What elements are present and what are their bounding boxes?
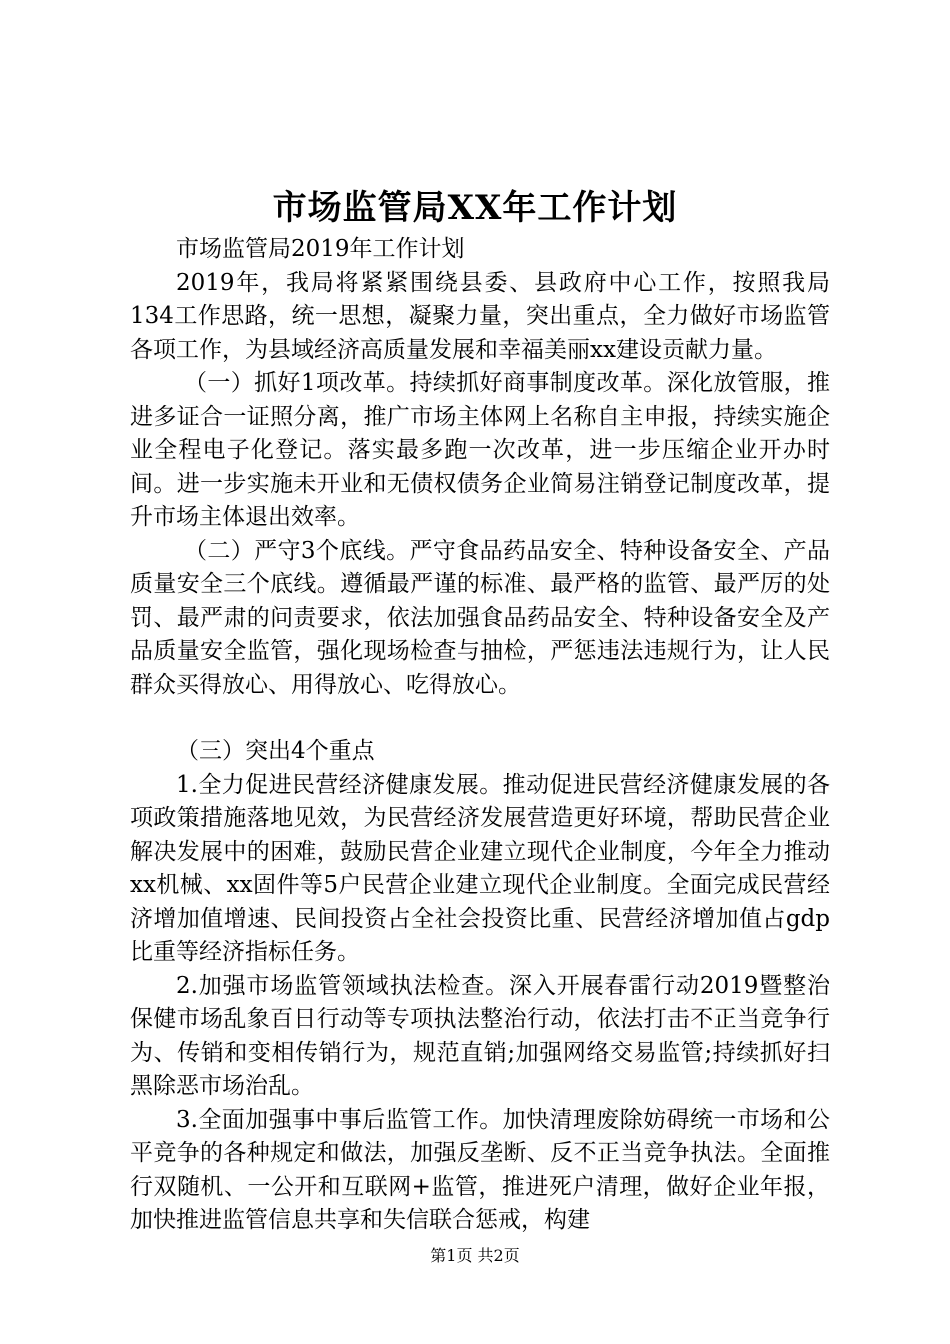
document-title: 市场监管局XX年工作计划 bbox=[272, 188, 678, 228]
paragraph-item-1: 1.全力促进民营经济健康发展。推动促进民营经济健康发展的各项政策措施落地见效，为民营经济发展营造更好环境，帮助民营企业解决发展中的困难，鼓励民营企业建立现代企业制度，今年全力推动xx机械、xx固件等5户民营企业建立现代企业制度。全面完成民营经济增加值增速、民间投资占全社会投资比重、民营经济增加值占gdp比重等经济指标任务。 bbox=[130, 771, 830, 965]
paragraph-section-1: （一）抓好1项改革。持续抓好商事制度改革。深化放管服，推进多证合一证照分离，推广市场主体网上名称自主申报，持续实施企业全程电子化登记。落实最多跑一次改革，进一步压缩企业开办时间。进一步实施未开业和无债权债务企业简易注销登记制度改革，提升市场主体退出效率。 bbox=[130, 370, 830, 530]
paragraph-gap bbox=[130, 702, 830, 735]
section-heading-3: （三）突出4个重点 bbox=[176, 738, 375, 764]
paragraph-item-3: 3.全面加强事中事后监管工作。加快清理废除妨碍统一市场和公平竞争的各种规定和做法，加强反垄断、反不正当竞争执法。全面推行双随机、一公开和互联网+监管，推进死户清理，做好企业年报，加快推进监管信息共享和失信联合惩戒，构建 bbox=[130, 1106, 830, 1233]
paragraph-item-2: 2.加强市场监管领域执法检查。深入开展春雷行动2019暨整治保健市场乱象百日行动等专项执法整治行动，依法打击不正当竞争行为、传销和变相传销行为，规范直销;加强网络交易监管;持续抓好扫黑除恶市场治乱。 bbox=[130, 972, 830, 1099]
paragraph-intro: 2019年，我局将紧紧围绕县委、县政府中心工作，按照我局134工作思路，统一思想，凝聚力量，突出重点，全力做好市场监管各项工作，为县域经济高质量发展和幸福美丽xx建设贡献力量。 bbox=[130, 269, 830, 363]
paragraph-section-2: （二）严守3个底线。严守食品药品安全、特种设备安全、产品质量安全三个底线。遵循最严谨的标准、最严格的监管、最严厉的处罚、最严肃的问责要求，依法加强食品药品安全、特种设备安全及产品质量安全监管，强化现场检查与抽检，严惩违法违规行为，让人民群众买得放心、用得放心、吃得放心。 bbox=[130, 537, 830, 698]
page-footer: 第1页 共2页 bbox=[430, 1246, 520, 1265]
document-body bbox=[130, 233, 830, 1238]
document-subtitle: 市场监管局2019年工作计划 bbox=[176, 236, 465, 262]
